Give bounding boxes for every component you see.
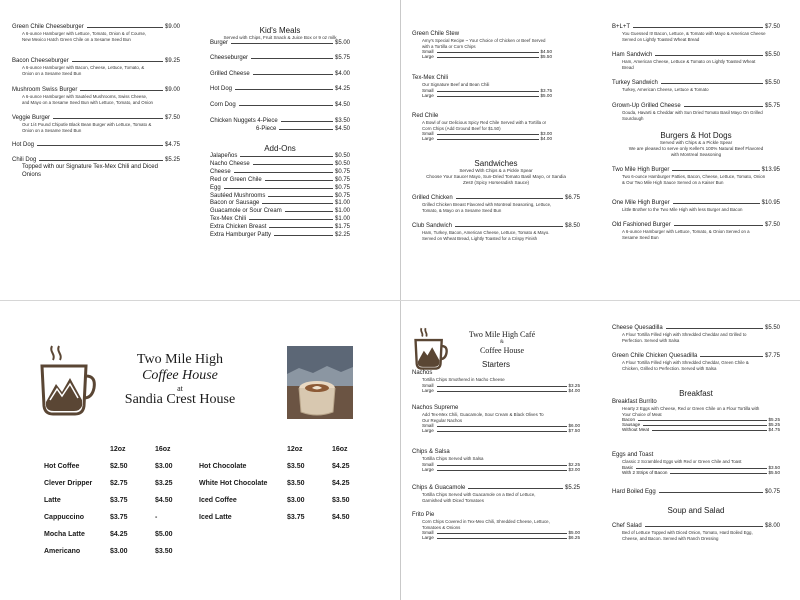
price-16oz: $4.25: [332, 463, 350, 470]
menu-item: [210, 232, 350, 238]
item-desc: A Bowl of our Delicious Spicy Red Chile Served with a Tortilla or Corn Chips (Add Ground Beef for $1.50): [422, 120, 547, 131]
burgers-note-2: We are pleased to serve only Keller's 100% Natural Beef Flavored with Montreal Seasoning: [628, 146, 764, 157]
menu-item: [612, 167, 780, 185]
kids-meals-section: [210, 26, 350, 41]
item-price: $0.50: [334, 160, 350, 167]
price-12oz: $3.00: [110, 548, 128, 555]
price-12oz: $2.75: [110, 480, 128, 487]
menu-item: [210, 200, 350, 206]
item-price: $4.00: [334, 71, 350, 77]
option-row: Bacon $5.25: [622, 417, 780, 423]
menu-item: [210, 224, 350, 230]
beverage-table-left: [44, 441, 200, 560]
size-large: Large $7.50: [422, 428, 580, 434]
item-price: $6.75: [564, 195, 580, 201]
item-desc: Ham, Turkey, Bacon, American Cheese, Lettuce, Tomato & Mayo. Served on Wheat Bread, Lightly Toasted for a Crispy Finish: [422, 230, 550, 241]
item-desc: Gouda, Havarti & Cheddar with Sun Dried Tomato Basil Mayo On Grilled Sourdough: [622, 110, 763, 121]
burgers-note-1: Served with Chips & a Pickle Spear: [659, 140, 733, 145]
beverage-row: [199, 475, 377, 492]
item-desc: Tortilla Chips Smothered in Nacho Cheese: [422, 377, 505, 382]
item-name: Chips & Guacamole: [412, 485, 466, 491]
item-name: Tex-Mex Chili: [412, 75, 449, 81]
item-name: Frito Pie: [412, 512, 435, 518]
item-price: $1.75: [334, 224, 350, 231]
size-small: Small $3.75: [422, 87, 552, 93]
item-price: $1.00: [334, 200, 350, 207]
menu-item: [412, 485, 580, 503]
green-chile-stew: [412, 31, 552, 59]
menu-item: [412, 512, 580, 540]
item-price: $5.25: [164, 157, 180, 163]
menu-item: [612, 399, 780, 432]
beverage-row: [199, 509, 377, 526]
menu-item: [12, 142, 180, 148]
price-16oz: $3.25: [155, 480, 173, 487]
item-name: Extra Hamburger Patty: [210, 232, 272, 238]
item-desc: You Guessed It! Bacon, Lettuce, & Tomato with Mayo & American Cheese Served on Lightly Toasted Wheat Bread: [622, 31, 766, 42]
item-name: Hot Dog: [12, 142, 35, 148]
menu-item: [612, 222, 780, 240]
size-large: Large $6.25: [422, 535, 580, 541]
size-small: Small $3.25: [422, 382, 580, 388]
beverage-row: [44, 458, 200, 475]
item-price: $0.75: [764, 489, 780, 495]
size-16oz-header: 16oz: [332, 446, 348, 453]
club-sandwich: [412, 223, 580, 241]
menu-item: [210, 40, 350, 46]
beverage-name: Hot Coffee: [44, 463, 80, 470]
item-price: $0.75: [334, 168, 350, 175]
coffee-mug-logo: [40, 344, 96, 418]
item-name: Hot Dog: [210, 86, 233, 92]
item-name: Egg: [210, 184, 221, 191]
item-desc: A 6-ounce Hamburger with Lettuce, Tomato, & Onion Served on a Sesame Seed Bun: [622, 229, 750, 240]
menu-item: [256, 126, 350, 132]
cafe-title-3: Coffee House: [479, 346, 525, 355]
sandwiches-note-2: Choose Your Sauce! Mayo, Sun-Dried Tomato Basil Mayo, or Sandia Zest! (Spicy Horseradish Sauce): [426, 174, 566, 185]
item-price: $13.95: [761, 167, 780, 173]
item-price: $0.75: [334, 176, 350, 183]
beverage-name: Americano: [44, 548, 81, 555]
item-price: $0.75: [334, 184, 350, 191]
kids-meals-note: Served with Chips, Fruit Snack & Juice Box or 9 oz milk: [223, 35, 337, 40]
beverage-row: [44, 475, 200, 492]
price-12oz: $3.50: [287, 480, 305, 487]
size-small: Small $4.50: [422, 49, 552, 55]
item-name: Burger: [210, 40, 229, 46]
beverage-row: [44, 492, 200, 509]
option-row: Sausage $5.25: [622, 422, 780, 428]
item-desc: Classic 2 Scrambled Eggs with Red or Green Chile and Toast: [622, 459, 742, 464]
item-name: Chili Dog: [12, 157, 37, 163]
item-name: Nachos: [412, 370, 433, 376]
beverage-name: Clever Dripper: [44, 480, 93, 487]
kids-meals-title: Kid's Meals: [259, 26, 301, 35]
item-name: Grown-Up Grilled Cheese: [612, 103, 681, 109]
item-name: Club Sandwich: [412, 223, 453, 229]
sandwiches-note-1: Served With Chips & a Pickle Spear: [459, 168, 533, 173]
item-name: Cheese: [210, 168, 231, 175]
item-price: $8.50: [564, 223, 580, 229]
menu-item: [210, 153, 350, 159]
addons-title: Add-Ons: [264, 144, 296, 153]
item-name: Red or Green Chile: [210, 176, 262, 183]
burgers-title: Burgers & Hot Dogs: [660, 131, 732, 140]
size-large: Large $4.00: [422, 136, 552, 142]
item-price: $7.50: [764, 222, 780, 228]
item-desc: A 6-ounce Hamburger with Bacon, Cheese, Lettuce, Tomato, & Onion on a Sesame Seed Bun: [22, 65, 145, 76]
item-price: $9.00: [164, 87, 180, 93]
menu-item: [210, 185, 350, 191]
beverage-name: White Hot Chocolate: [199, 480, 268, 487]
item-desc: Hearty 2 Eggs with Cheese, Red or Green Chile on a Flour Tortilla with Your Choice of Meat: [622, 406, 760, 417]
menu-item: [612, 353, 780, 371]
menu-item: [12, 24, 180, 42]
menu-item: [612, 325, 780, 343]
item-price: $9.25: [164, 58, 180, 64]
cover-title-4: Sandia Crest House: [124, 392, 236, 407]
menu-item: [210, 71, 350, 77]
menu-item: [12, 87, 180, 105]
size-large: Large $5.00: [422, 92, 552, 98]
item-name: Two Mile High Burger: [612, 167, 670, 173]
sandwiches-section: [412, 159, 580, 186]
item-name: Nachos Supreme: [412, 405, 459, 411]
item-price: $5.00: [334, 40, 350, 46]
beverage-header-row: [44, 441, 200, 458]
item-name: Cheeseburger: [210, 55, 249, 61]
grilled-chicken-sandwich: [412, 195, 580, 213]
menu-item: [412, 405, 580, 433]
item-name: Red Chile: [412, 113, 439, 119]
item-name: Turkey Sandwich: [612, 80, 658, 86]
item-price: $8.00: [764, 523, 780, 529]
menu-item: [210, 208, 350, 214]
price-12oz: $3.75: [110, 497, 128, 504]
beverage-row: [199, 458, 377, 475]
item-name: Extra Chicken Breast: [210, 224, 267, 231]
size-large: Large $3.00: [422, 466, 580, 472]
item-price: $3.50: [334, 118, 350, 124]
burgers-hotdogs-section: [612, 131, 780, 158]
cover-title-1: Two Mile High: [136, 352, 224, 367]
item-price: $0.50: [334, 153, 350, 159]
item-name: Tex-Mex Chili: [210, 216, 247, 223]
breakfast-title: Breakfast: [679, 389, 713, 398]
item-name: Corn Dog: [210, 102, 236, 108]
size-16oz-header: 16oz: [155, 446, 171, 453]
price-12oz: $4.25: [110, 531, 128, 538]
price-16oz: $4.50: [155, 497, 173, 504]
soup-salad-title: Soup and Salad: [667, 506, 725, 515]
size-small: Small $3.00: [422, 131, 552, 137]
menu-item: [210, 216, 350, 222]
item-desc: A 6-ounce Hamburger with Lettuce, Tomato, Onion & of Course, New Mexico Hatch Green Chile on a Sesame Seed Bun: [22, 31, 147, 42]
mountain-mug-icon: [40, 344, 96, 418]
item-desc: Corn Chips Covered in Tex-Mex Chili, Shredded Cheese, Lettuce, Tomatoes & Onions: [422, 519, 550, 530]
size-12oz-header: 12oz: [287, 446, 303, 453]
menu-item: [210, 177, 350, 183]
price-16oz: $3.50: [155, 548, 173, 555]
item-name: Veggie Burger: [12, 115, 51, 121]
item-price: $1.00: [334, 208, 350, 215]
item-price: $5.75: [764, 103, 780, 109]
cafe-title-2: &: [500, 340, 504, 345]
price-16oz: $4.50: [332, 514, 350, 521]
item-name: Bacon Cheeseburger: [12, 58, 69, 64]
starters-heading: [412, 360, 580, 369]
tex-mex-chili: [412, 75, 552, 98]
item-desc: Topped with our Signature Tex-Mex Chili and Diced Onions: [22, 164, 158, 178]
menu-item: [210, 118, 350, 124]
item-name: Guacamole or Sour Cream: [210, 208, 282, 215]
item-name: Breakfast Burrito: [612, 399, 657, 405]
option-row: With 2 Strips of Bacon $5.50: [622, 469, 780, 475]
size-small: Small $6.00: [422, 423, 580, 429]
item-price: $5.50: [764, 325, 780, 331]
menu-item: [210, 102, 350, 108]
beverage-name: Iced Latte: [199, 514, 232, 521]
item-name: B+L+T: [612, 24, 631, 30]
price-16oz: $4.25: [332, 480, 350, 487]
item-desc: Tortilla Chips Served with Salsa: [422, 456, 484, 461]
item-name: Chef Salad: [612, 523, 642, 529]
beverage-table-right: [199, 441, 377, 526]
menu-item: [612, 523, 780, 541]
price-16oz: -: [155, 514, 158, 521]
price-12oz: $3.00: [287, 497, 305, 504]
price-16oz: $5.00: [155, 531, 173, 538]
menu-item: [612, 52, 780, 70]
menu-item: [612, 80, 780, 93]
cover-title-3: at: [177, 384, 183, 393]
cover-title-2: Coffee House: [142, 368, 218, 383]
size-small: Small $2.25: [422, 461, 580, 467]
option-row: Basic $3.50: [622, 464, 780, 470]
item-name: Green Chile Cheeseburger: [12, 24, 84, 30]
beverage-name: Iced Coffee: [199, 497, 237, 504]
item-desc: A Flour Tortilla Filled High with Shredded Cheddar and Grilled to Perfection. Served with Salsa: [622, 332, 747, 343]
menu-item: [210, 86, 350, 92]
menu-item: [12, 157, 180, 179]
item-desc: Grilled Chicken Breast Flavored with Montreal Seasoning, Lettuce, Tomato, & Mayo on a Sesame Seed Bun: [422, 202, 552, 213]
item-price: $4.50: [334, 102, 350, 108]
red-chile: [412, 113, 552, 141]
mountain-coffee-photo: [287, 346, 353, 419]
item-desc: Amy's Special Recipe ~ Your Choice of Chicken or Beef Served with a Tortilla or Corn Chips: [422, 38, 546, 49]
size-large: Large $5.50: [422, 54, 552, 60]
item-price: $5.25: [564, 485, 580, 491]
beverage-row: [44, 509, 200, 526]
beverage-row: [44, 526, 200, 543]
item-name: Bacon or Sausage: [210, 200, 260, 207]
item-name: Green Chile Stew: [412, 31, 460, 37]
item-price: $1.00: [334, 216, 350, 223]
item-name: Mushroom Swiss Burger: [12, 87, 78, 93]
item-desc: Tortilla Chips Served with Guacamole on a Bed of Lettuce, Garnished with Diced Tomatoes: [422, 492, 536, 503]
menu-item: [412, 370, 580, 393]
price-12oz: $3.75: [110, 514, 128, 521]
menu-item: [612, 489, 780, 495]
item-name: Hard Boiled Egg: [612, 489, 656, 495]
size-small: Small $5.00: [422, 530, 580, 536]
breakfast-heading: [612, 389, 780, 398]
item-price: $4.75: [164, 142, 180, 148]
menu-item: [612, 24, 780, 42]
item-price: $10.95: [761, 200, 780, 206]
item-desc: Ham, American Cheese, Lettuce & Tomato on Lightly Toasted Wheat Bread: [622, 59, 756, 70]
item-desc: Our Signature Beef and Bean Chili: [422, 82, 490, 87]
menu-item: [612, 200, 780, 213]
item-desc: Bed of Lettuce Topped with Diced Onion, Tomato, Hard Boiled Egg, Cheese, and Bacon. Served with Ranch Dressing: [622, 530, 753, 541]
item-name: One Mile High Burger: [612, 200, 670, 206]
sandwiches-title: Sandwiches: [474, 159, 518, 168]
item-price: $0.75: [334, 192, 350, 199]
soup-salad-heading: [612, 506, 780, 515]
starters-title: Starters: [481, 360, 510, 369]
item-price: $7.50: [764, 24, 780, 30]
menu-item: [210, 169, 350, 175]
size-12oz-header: 12oz: [110, 446, 126, 453]
price-16oz: $3.50: [332, 497, 350, 504]
price-12oz: $2.50: [110, 463, 128, 470]
item-price: $5.50: [764, 52, 780, 58]
beverage-row: [199, 492, 377, 509]
price-12oz: $3.75: [287, 514, 305, 521]
menu-item: [12, 115, 180, 133]
item-name: Old Fashioned Burger: [612, 222, 671, 228]
item-price: $9.00: [164, 24, 180, 30]
item-price: $5.50: [764, 80, 780, 86]
item-desc: Two 6-ounce Hamburger Patties, Bacon, Cheese, Lettuce, Tomato, Onion & Our Two Mile High Sauce Served on a Kaiser Bun: [622, 174, 766, 185]
price-16oz: $3.00: [155, 463, 173, 470]
item-name: Jalapeños: [210, 153, 238, 159]
item-desc: Turkey, American Cheese, Lettuce & Tomato: [622, 87, 709, 92]
menu-item: [612, 103, 780, 121]
size-large: Large $4.00: [422, 387, 580, 393]
item-name: Eggs and Toast: [612, 452, 654, 458]
beverage-header-row: [199, 441, 377, 458]
price-12oz: $3.50: [287, 463, 305, 470]
beverage-row: [44, 543, 200, 560]
item-name: Green Chile Chicken Quesadilla: [612, 353, 698, 359]
option-row: Without Meat $4.75: [622, 427, 780, 433]
item-name: 6-Piece: [256, 126, 277, 132]
item-price: $7.75: [764, 353, 780, 359]
item-price: $2.25: [334, 232, 350, 238]
menu-item: [210, 161, 350, 167]
cafe-title-1: Two Mile High Café: [468, 330, 536, 339]
item-name: Nacho Cheese: [210, 160, 250, 167]
item-desc: Add Tex-Mex Chili, Guacamole, Sour Cream & Black Olives To Our Regular Nachos: [422, 412, 544, 423]
item-desc: Our 1/4 Pound Chipotle Black Bean Burger with Lettuce, Tomato & Onion on a Sesame Seed Bun: [22, 122, 152, 133]
item-price: $4.25: [334, 86, 350, 92]
menu-item: [412, 449, 580, 472]
item-name: Sautéed Mushrooms: [210, 192, 266, 199]
addons-section: [210, 144, 350, 153]
item-price: $4.50: [334, 126, 350, 132]
beverage-name: Hot Chocolate: [199, 463, 247, 470]
latte-photo-icon: [287, 346, 353, 419]
item-name: Grilled Chicken: [412, 195, 453, 201]
item-name: Grilled Cheese: [210, 71, 250, 77]
beverage-name: Cappuccino: [44, 514, 85, 521]
menu-item: [12, 58, 180, 76]
item-name: Cheese Quesadilla: [612, 325, 663, 331]
item-name: Chicken Nuggets 4-Piece: [210, 118, 278, 124]
menu-item: [210, 193, 350, 199]
item-desc: A Flour Tortilla Filled High with Shredded Cheddar, Green Chile & Chicken, Grilled to Perfection. Served with Salsa: [622, 360, 749, 371]
item-desc: A 6-ounce Hamburger with Sautéed Mushrooms, Swiss Cheese, and Mayo on a Sesame Seed Bun with Lettuce, Tomato, and Onion: [22, 94, 153, 105]
item-name: Chips & Salsa: [412, 449, 450, 455]
item-price: $7.50: [164, 115, 180, 121]
item-name: Ham Sandwich: [612, 52, 653, 58]
item-desc: Little Brother to the Two Mile High with less Burger and Bacon: [622, 207, 743, 212]
item-price: $5.75: [334, 55, 350, 61]
menu-item: [210, 55, 350, 61]
beverage-name: Mocha Latte: [44, 531, 85, 538]
beverage-name: Latte: [44, 497, 61, 504]
fold-line-middle: [0, 300, 800, 301]
menu-item: [612, 452, 780, 475]
